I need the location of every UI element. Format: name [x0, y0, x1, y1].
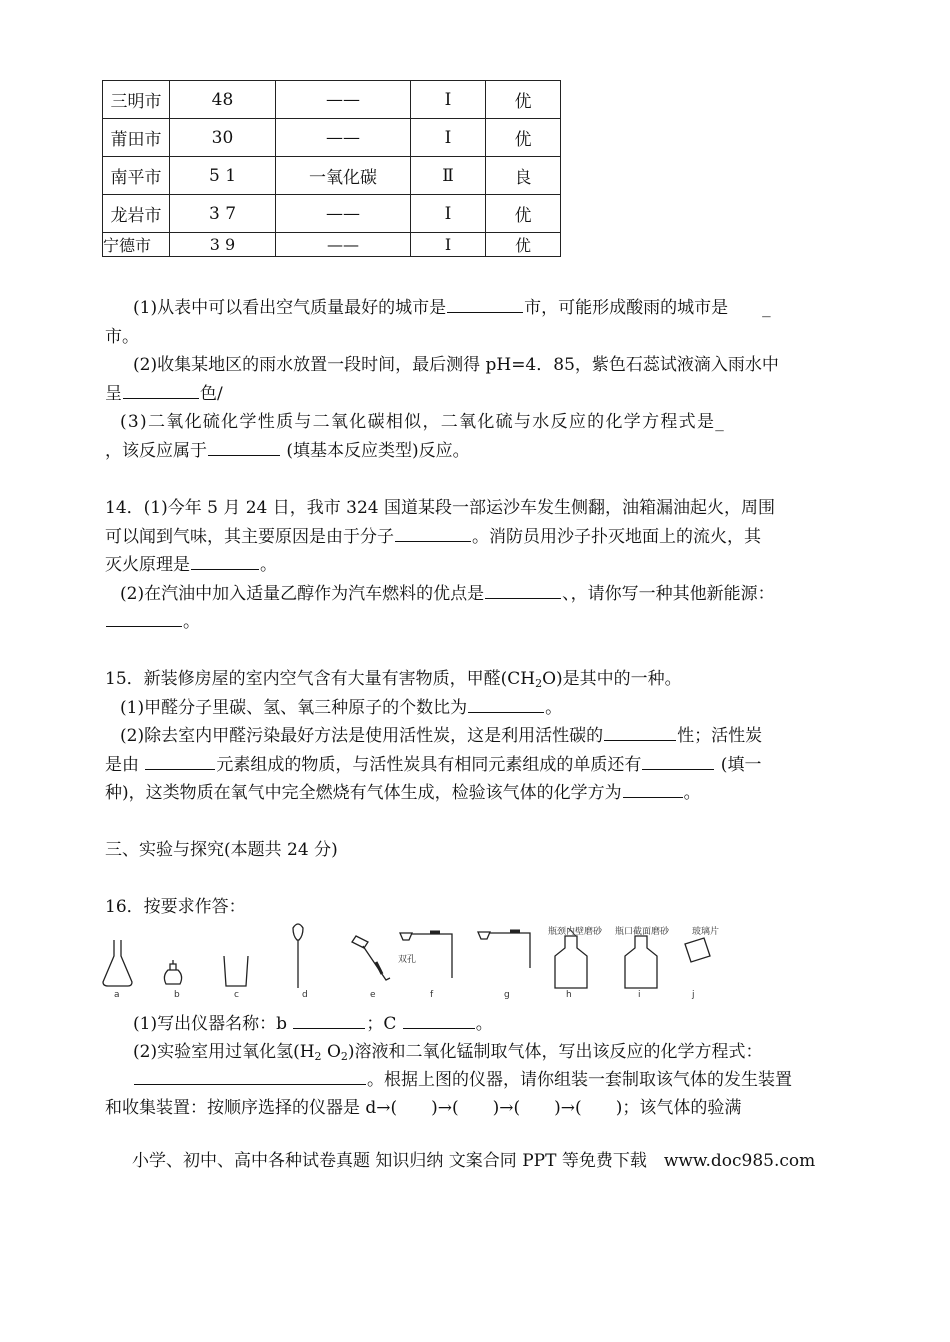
table-row	[103, 119, 561, 157]
answer-blank[interactable]	[468, 694, 544, 713]
table-cell-quality: 优	[486, 195, 561, 233]
q13-line3-cont: ，该反应属于 (填基本反应类型)反应。	[105, 437, 845, 465]
table-row	[103, 81, 561, 119]
apparatus-label-e: e	[370, 990, 376, 1000]
table-cell-index: 3 9	[170, 233, 276, 257]
answer-blank[interactable]	[604, 722, 676, 741]
separatory-funnel-icon	[352, 936, 390, 980]
air-quality-table	[102, 80, 561, 257]
q13-line3: (3)二氧化硫化学性质与二氧化碳相似，二氧化硫与水反应的化学方程式是_	[120, 412, 726, 432]
answer-blank[interactable]	[447, 294, 523, 313]
q16-line2: (2)实验室用过氧化氢($H_2$ $O_2$)溶液和二氧化锰制取气体，写出该反应的化学方程式：	[133, 1042, 763, 1063]
wide-mouth-bottle-icon	[625, 936, 657, 988]
q14-line4: (2)在汽油中加入适量乙醇作为汽车燃料的优点是 、，请你写一种其他新能源：	[120, 580, 860, 608]
table-row	[103, 195, 561, 233]
apparatus-label-i: i	[638, 990, 641, 1000]
table-row	[103, 157, 561, 195]
page-footer: 小学、初中、高中各种试卷真题 知识归纳 文案合同 PPT 等免费下载 www.doc985.com	[132, 1151, 816, 1171]
q15-line1: 15．新装修房屋的室内空气含有大量有害物质，甲醛$(CH_2O)$是其中的一种。	[105, 669, 682, 690]
note-i: 瓶口截面磨砂	[615, 927, 670, 937]
table-cell-quality: 优	[486, 119, 561, 157]
table-cell-pollutant: 一氧化碳	[276, 157, 411, 195]
table-cell-city: 南平市	[103, 157, 170, 195]
apparatus-label-b: b	[174, 990, 180, 1000]
q16-title: 16．按要求作答：	[105, 897, 246, 917]
q15-line3: (2)除去室内甲醛污染最好方法是使用活性炭，这是利用活性碳的 性；活性炭	[120, 722, 860, 750]
table-cell-level: Ⅰ	[411, 195, 486, 233]
table-cell-level: Ⅱ	[411, 157, 486, 195]
table-cell-index: 3 7	[170, 195, 276, 233]
q15-line2: (1)甲醛分子里碳、氢、氧三种原子的个数比为 。	[120, 694, 860, 722]
apparatus-label-d: d	[302, 990, 308, 1000]
beaker-icon	[224, 956, 248, 986]
gas-collecting-bottle-icon	[555, 936, 587, 988]
q13-line2: (2)收集某地区的雨水放置一段时间，最后测得 pH=4．85，紫色石蕊试液滴入雨水中	[133, 355, 779, 375]
apparatus-label-a: a	[114, 990, 120, 1000]
q16-line3: 。根据上图的仪器，请你组装一套制取该气体的发生装置	[133, 1066, 873, 1094]
stopper-delivery-tube-icon	[478, 931, 530, 968]
table-cell-pollutant: ——	[276, 195, 411, 233]
apparatus-label-c: c	[234, 990, 239, 1000]
table-cell-quality: 良	[486, 157, 561, 195]
table-cell-city: 三明市	[103, 81, 170, 119]
table-cell-city: 莆田市	[103, 119, 170, 157]
answer-blank[interactable]	[395, 523, 471, 542]
answer-blank[interactable]	[208, 437, 280, 456]
answer-blank[interactable]	[403, 1010, 475, 1029]
table-row	[103, 233, 561, 257]
q13-line1-cont: 市。	[105, 327, 139, 347]
alcohol-lamp-icon	[164, 960, 181, 984]
table-cell-level: Ⅰ	[411, 233, 486, 257]
answer-blank[interactable]	[642, 751, 714, 770]
apparatus-label-g: g	[504, 990, 510, 1000]
table-cell-pollutant: ——	[276, 119, 411, 157]
q16-line4: 和收集装置：按顺序选择的仪器是 d→( )→( )→( )→( )；该气体的验满	[105, 1098, 742, 1118]
table-cell-index: 5 1	[170, 157, 276, 195]
conical-flask-icon	[103, 940, 132, 986]
answer-blank[interactable]	[123, 380, 199, 399]
answer-blank[interactable]	[106, 608, 182, 627]
table-cell-city: 宁德市	[103, 233, 170, 257]
apparatus-label-f: f	[430, 990, 434, 1000]
section-heading: 三、实验与探究(本题共 24 分)	[105, 840, 338, 860]
answer-blank[interactable]	[623, 779, 683, 798]
table-cell-level: Ⅰ	[411, 119, 486, 157]
table-cell-city: 龙岩市	[103, 195, 170, 233]
table-cell-index: 30	[170, 119, 276, 157]
long-neck-funnel-icon	[293, 924, 303, 988]
note-h: 瓶颈内壁磨砂	[548, 927, 603, 937]
glass-plate-icon	[685, 938, 710, 962]
q13-line2-cont: 呈 色/	[105, 380, 845, 408]
table-cell-index: 48	[170, 81, 276, 119]
apparatus-label-j: j	[692, 990, 695, 1000]
table-cell-quality: 优	[486, 233, 561, 257]
table-cell-pollutant: ——	[276, 81, 411, 119]
note-f: 双孔	[398, 955, 417, 965]
apparatus-label-h: h	[566, 990, 572, 1000]
table-cell-pollutant: ——	[276, 233, 411, 257]
answer-blank[interactable]	[145, 751, 215, 770]
answer-blank[interactable]	[293, 1010, 365, 1029]
answer-blank[interactable]	[191, 551, 259, 570]
q14-line2: 可以闻到气味，其主要原因是由于分子 。消防员用沙子扑灭地面上的流火，其	[105, 523, 845, 551]
q16-line1: (1)写出仪器名称：b ；C 。	[133, 1010, 873, 1038]
q14-line5: 。	[105, 608, 845, 636]
q15-line5: 种)，这类物质在氧气中完全燃烧有气体生成，检验该气体的化学方为 。	[105, 779, 845, 807]
table-cell-quality: 优	[486, 81, 561, 119]
note-j: 玻璃片	[692, 927, 720, 937]
table-cell-level: Ⅰ	[411, 81, 486, 119]
q14-line3: 灭火原理是 。	[105, 551, 845, 579]
q14-line1: 14．(1)今年 5 月 24 日，我市 324 国道某段一部运沙车发生侧翻，油箱漏油起火，周围	[105, 498, 776, 518]
q15-line4: 是由 元素组成的物质，与活性炭具有相同元素组成的单质还有 (填一	[105, 751, 845, 779]
answer-blank[interactable]	[485, 580, 561, 599]
q13-line1: (1)从表中可以看出空气质量最好的城市是 市，可能形成酸雨的城市是 _	[133, 294, 873, 322]
answer-blank[interactable]	[134, 1066, 366, 1085]
